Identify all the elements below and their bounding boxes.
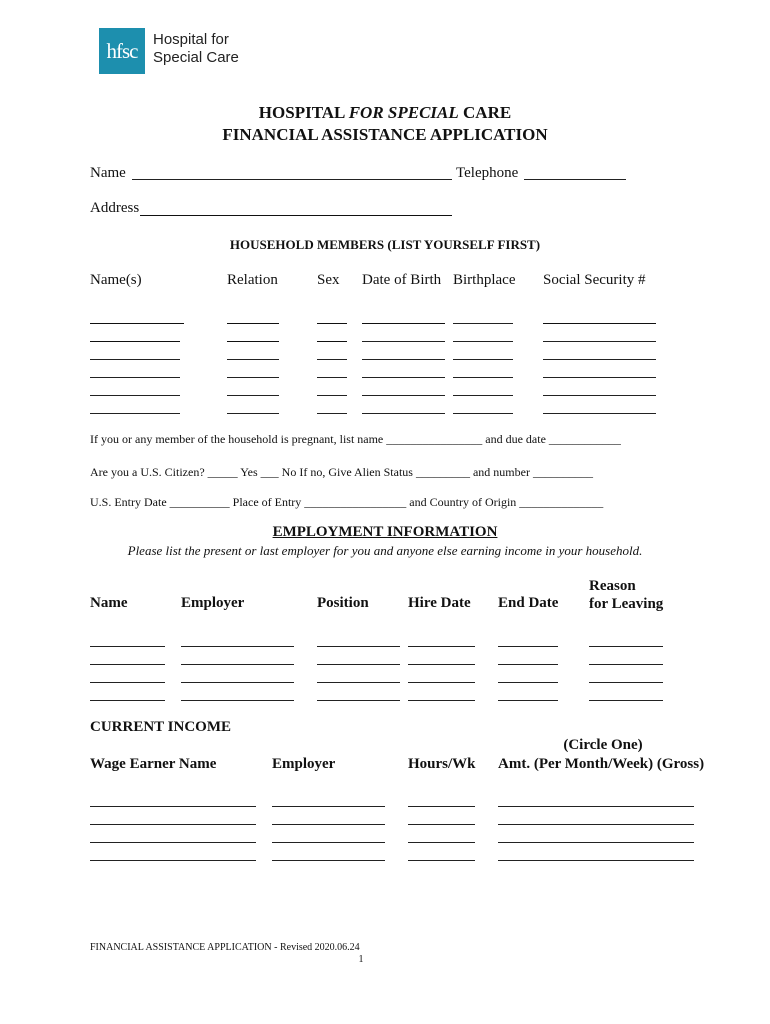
household-dob-field[interactable] xyxy=(362,323,445,324)
emp-col-position: Position xyxy=(317,595,369,611)
household-sex-field[interactable] xyxy=(317,413,347,414)
emp-employer-field[interactable] xyxy=(181,682,294,683)
emp-hire-date-field[interactable] xyxy=(408,646,475,647)
household-sex-field[interactable] xyxy=(317,359,347,360)
household-ssn-field[interactable] xyxy=(543,395,656,396)
income-col-employer: Employer xyxy=(272,756,336,772)
household-relation-field[interactable] xyxy=(227,341,279,342)
hospital-logo-text xyxy=(153,31,273,67)
employment-subheading: Please list the present or last employer for you and anyone else earning income in your household. xyxy=(127,543,643,558)
logo-line-2: Special Care xyxy=(153,49,239,66)
income-wage-earner-field[interactable] xyxy=(90,842,256,843)
household-ssn-field[interactable] xyxy=(543,323,656,324)
income-wage-earner-field[interactable] xyxy=(90,860,256,861)
emp-employer-field[interactable] xyxy=(181,646,294,647)
income-hours-field[interactable] xyxy=(408,806,475,807)
income-col-wage-earner: Wage Earner Name xyxy=(90,756,217,772)
household-ssn-field[interactable] xyxy=(543,377,656,378)
emp-name-field[interactable] xyxy=(90,646,165,647)
household-name-field[interactable] xyxy=(90,413,180,414)
emp-employer-field[interactable] xyxy=(181,700,294,701)
name-field[interactable] xyxy=(132,179,452,180)
household-dob-field[interactable] xyxy=(362,395,445,396)
page-number: 1 xyxy=(358,954,364,965)
household-birthplace-field[interactable] xyxy=(453,395,513,396)
col-sex: Sex xyxy=(317,272,340,288)
income-hours-field[interactable] xyxy=(408,824,475,825)
address-field[interactable] xyxy=(140,215,452,216)
income-wage-earner-field[interactable] xyxy=(90,824,256,825)
household-dob-field[interactable] xyxy=(362,377,445,378)
col-names: Name(s) xyxy=(90,272,142,288)
footer-revision: FINANCIAL ASSISTANCE APPLICATION - Revised 2020.06.24 xyxy=(90,942,360,953)
emp-end-date-field[interactable] xyxy=(498,646,558,647)
emp-end-date-field[interactable] xyxy=(498,664,558,665)
income-col-amount: Amt. (Per Month/Week) (Gross) xyxy=(498,756,705,772)
emp-col-employer: Employer xyxy=(181,595,245,611)
household-birthplace-field[interactable] xyxy=(453,413,513,414)
household-relation-field[interactable] xyxy=(227,413,279,414)
income-employer-field[interactable] xyxy=(272,860,385,861)
household-name-field[interactable] xyxy=(90,359,180,360)
emp-reason-field[interactable] xyxy=(589,646,663,647)
hfsc-logo-mark: hfsc xyxy=(99,28,145,74)
col-birthplace: Birthplace xyxy=(453,272,516,288)
emp-reason-field[interactable] xyxy=(589,700,663,701)
address-label: Address xyxy=(90,200,140,216)
citizenship-question: Are you a U.S. Citizen? _____ Yes ___ No If no, Give Alien Status _________ and number __________ xyxy=(90,465,593,479)
income-circle-one: (Circle One) xyxy=(563,737,643,753)
income-employer-field[interactable] xyxy=(272,842,385,843)
income-amount-field[interactable] xyxy=(498,842,694,843)
emp-col-end-date: End Date xyxy=(498,595,559,611)
household-birthplace-field[interactable] xyxy=(453,377,513,378)
emp-end-date-field[interactable] xyxy=(498,682,558,683)
household-sex-field[interactable] xyxy=(317,323,347,324)
income-heading: CURRENT INCOME xyxy=(90,719,231,735)
household-dob-field[interactable] xyxy=(362,341,445,342)
telephone-label: Telephone xyxy=(456,165,519,181)
household-birthplace-field[interactable] xyxy=(453,359,513,360)
income-employer-field[interactable] xyxy=(272,824,385,825)
emp-end-date-field[interactable] xyxy=(498,700,558,701)
household-relation-field[interactable] xyxy=(227,395,279,396)
household-ssn-field[interactable] xyxy=(543,413,656,414)
emp-hire-date-field[interactable] xyxy=(408,700,475,701)
household-dob-field[interactable] xyxy=(362,359,445,360)
title-italic: FOR SPECIAL xyxy=(348,103,459,122)
col-relation: Relation xyxy=(227,272,278,288)
telephone-field[interactable] xyxy=(524,179,626,180)
emp-col-reason: Reason for Leaving xyxy=(589,578,664,612)
household-relation-field[interactable] xyxy=(227,323,279,324)
household-name-field[interactable] xyxy=(90,341,180,342)
income-hours-field[interactable] xyxy=(408,860,475,861)
emp-position-field[interactable] xyxy=(317,700,400,701)
income-employer-field[interactable] xyxy=(272,806,385,807)
household-ssn-field[interactable] xyxy=(543,359,656,360)
household-sex-field[interactable] xyxy=(317,341,347,342)
emp-col-name: Name xyxy=(90,595,128,611)
household-sex-field[interactable] xyxy=(317,377,347,378)
emp-position-field[interactable] xyxy=(317,664,400,665)
emp-name-field[interactable] xyxy=(90,682,165,683)
household-birthplace-field[interactable] xyxy=(453,341,513,342)
emp-col-hire-date: Hire Date xyxy=(408,595,471,611)
household-heading: HOUSEHOLD MEMBERS (LIST YOURSELF FIRST) xyxy=(229,237,541,252)
income-hours-field[interactable] xyxy=(408,842,475,843)
col-ssn: Social Security # xyxy=(543,272,646,288)
household-relation-field[interactable] xyxy=(227,377,279,378)
household-name-field[interactable] xyxy=(90,323,184,324)
emp-hire-date-field[interactable] xyxy=(408,664,475,665)
household-name-field[interactable] xyxy=(90,377,180,378)
income-amount-field[interactable] xyxy=(498,806,694,807)
emp-position-field[interactable] xyxy=(317,646,400,647)
emp-employer-field[interactable] xyxy=(181,664,294,665)
name-label: Name xyxy=(90,165,126,181)
emp-hire-date-field[interactable] xyxy=(408,682,475,683)
household-dob-field[interactable] xyxy=(362,413,445,414)
document-title: HOSPITAL FOR SPECIAL CARE xyxy=(258,103,512,122)
emp-position-field[interactable] xyxy=(317,682,400,683)
household-birthplace-field[interactable] xyxy=(453,323,513,324)
household-ssn-field[interactable] xyxy=(543,341,656,342)
emp-name-field[interactable] xyxy=(90,700,165,701)
pregnancy-question: If you or any member of the household is pregnant, list name ________________ and due date ____________ xyxy=(90,432,621,446)
household-relation-field[interactable] xyxy=(227,359,279,360)
emp-reason-field[interactable] xyxy=(589,664,663,665)
household-sex-field[interactable] xyxy=(317,395,347,396)
income-wage-earner-field[interactable] xyxy=(90,806,256,807)
household-name-field[interactable] xyxy=(90,395,180,396)
income-amount-field[interactable] xyxy=(498,860,694,861)
emp-reason-field[interactable] xyxy=(589,682,663,683)
document-subtitle: FINANCIAL ASSISTANCE APPLICATION xyxy=(222,125,548,144)
logo-line-1: Hospital for xyxy=(153,31,229,48)
col-dob: Date of Birth xyxy=(362,272,442,288)
income-col-hours: Hours/Wk xyxy=(408,756,476,772)
employment-heading: EMPLOYMENT INFORMATION xyxy=(272,524,498,540)
income-amount-field[interactable] xyxy=(498,824,694,825)
entry-question: U.S. Entry Date __________ Place of Entry _________________ and Country of Origin ______________ xyxy=(90,495,604,509)
emp-name-field[interactable] xyxy=(90,664,165,665)
